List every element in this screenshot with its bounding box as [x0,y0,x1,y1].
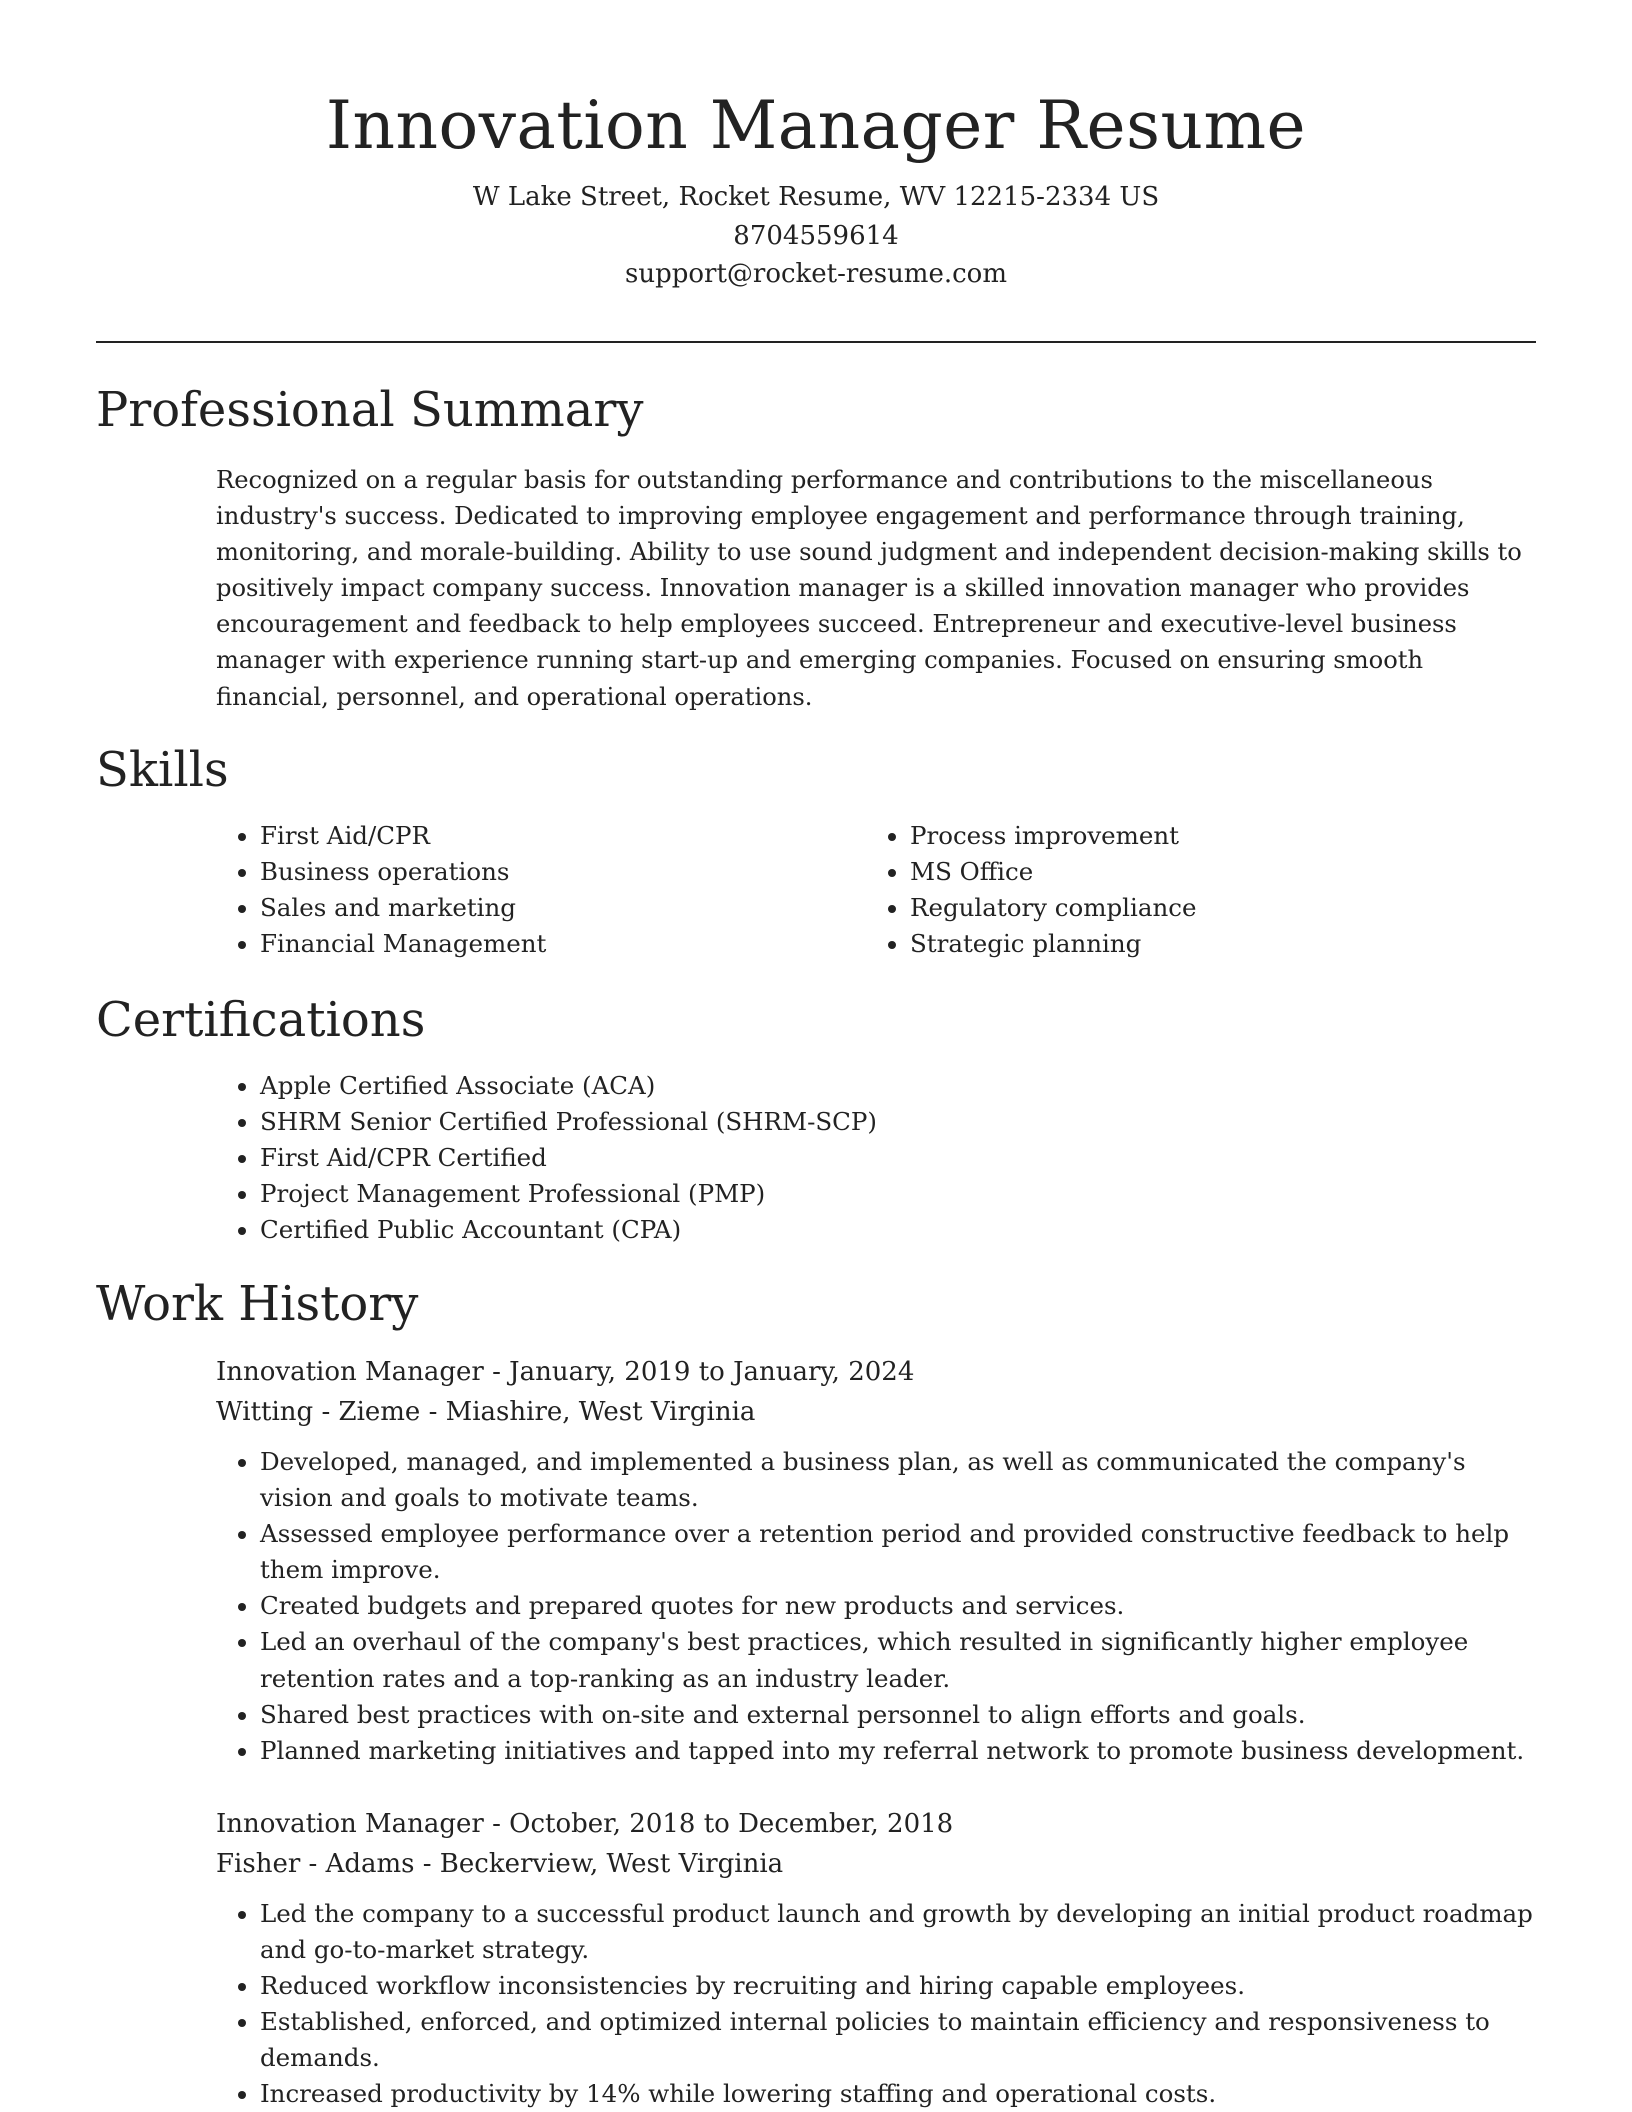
work-history-heading: Work History [96,1276,419,1332]
job-bullet: • Led an overhaul of the company's best practices, which resulted in significantly higher employee retention rates and a top-ranking as an industry leader. [260,1624,1538,1696]
skills-heading: Skills [96,742,229,798]
job-entry [216,1804,1538,2112]
job-title-line: Innovation Manager - January, 2019 to January, 2024 [216,1357,915,1387]
job-bullet: • Reduced workflow inconsistencies by recruiting and hiring capable employees. [260,1968,1538,2004]
certification-item: • Apple Certified Associate (ACA) [260,1068,1582,1104]
address: W Lake Street, Rocket Resume, WV 12215-2334 US [472,182,1160,212]
certification-item: • SHRM Senior Certified Professional (SHRM-SCP) [260,1104,1582,1140]
phone: 8704559614 [733,220,899,251]
header-divider [96,341,1536,343]
skill-item: • Process improvement [910,818,1560,854]
skill-item: • Sales and marketing [260,890,910,926]
job-bullet: • Developed, managed, and implemented a business plan, as well as communicated the company's vision and goals to motivate teams. [260,1444,1538,1516]
job-company-line: Witting - Zieme - Miashire, West Virginia [216,1397,756,1427]
certifications-heading: Certifications [96,992,426,1048]
skill-item: • Business operations [260,854,910,890]
skill-item: • MS Office [910,854,1560,890]
skills-column-right [866,818,1560,962]
job-bullet: • Created budgets and prepared quotes for new products and services. [260,1588,1538,1624]
contact-info [96,178,1536,294]
skill-item: • Regulatory compliance [910,890,1560,926]
certifications-list [216,1068,1582,1248]
skill-item: • Financial Management [260,926,910,962]
skill-item: • Strategic planning [910,926,1560,962]
certification-item: • First Aid/CPR Certified [260,1140,1582,1176]
email: support@rocket-resume.com [624,259,1007,289]
job-bullet: • Led the company to a successful product launch and growth by developing an initial product roadmap and go-to-market strategy. [260,1896,1538,1968]
skills-column-left [216,818,910,962]
summary-text: Recognized on a regular basis for outstanding performance and contributions to the miscellaneous industry's success. Dedicated to improving employee engagement and performance through training, monitoring, and morale-building. Ability to use sound judgment and independent decision-making skills to positively impact company success. Innovation manager is a skilled innovation manager who provides encouragement and feedback to help employees succeed. Entrepreneur and executive-level business manager with experience running start-up and emerging companies. Focused on ensuring smooth financial, personnel, and operational operations. [216,466,1522,711]
job-bullet: • Increased productivity by 14% while lowering staffing and operational costs. [260,2076,1538,2112]
certification-item: • Certified Public Accountant (CPA) [260,1212,1582,1248]
resume-title: Innovation Manager Resume [325,87,1307,164]
job-bullet: • Assessed employee performance over a retention period and provided constructive feedback to help them improve. [260,1516,1538,1588]
resume-header [96,84,1536,294]
job-bullets [216,1896,1538,2112]
job-company-line: Fisher - Adams - Beckerview, West Virginia [216,1849,784,1879]
skill-item: • First Aid/CPR [260,818,910,854]
job-entry [216,1352,1538,1769]
certification-item: • Project Management Professional (PMP) [260,1176,1582,1212]
summary-heading: Professional Summary [96,382,644,438]
job-title-line: Innovation Manager - October, 2018 to December, 2018 [216,1809,954,1839]
job-bullet: • Shared best practices with on-site and external personnel to align efforts and goals. [260,1697,1538,1733]
job-bullet: • Established, enforced, and optimized internal policies to maintain efficiency and responsiveness to demands. [260,2004,1538,2076]
job-bullets [216,1444,1538,1769]
job-bullet: • Planned marketing initiatives and tapped into my referral network to promote business development. [260,1733,1538,1769]
